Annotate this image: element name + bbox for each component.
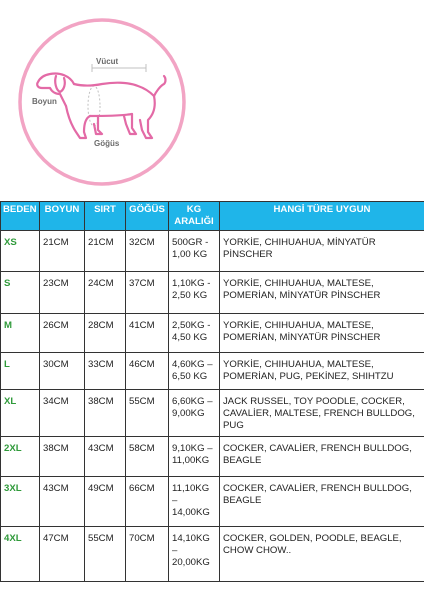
gogus-cell: 58CM: [126, 437, 169, 477]
kg-cell: 4,60KG – 6,50 KG: [169, 353, 220, 390]
sirt-cell: 21CM: [85, 231, 126, 272]
sirt-cell: 33CM: [85, 353, 126, 390]
kg-cell: 500GR - 1,00 KG: [169, 231, 220, 272]
sirt-cell: 43CM: [85, 437, 126, 477]
header-boyun: BOYUN: [40, 202, 85, 231]
header-sirt: SIRT: [85, 202, 126, 231]
header-hangi-ture-uygun: HANGİ TÜRE UYGUN: [220, 202, 424, 231]
breeds-cell: YORKİE, CHIHUAHUA, MALTESE, POMERİAN, MİNYATÜR PİNSCHER: [220, 314, 424, 353]
kg-cell: 1,10KG - 2,50 KG: [169, 272, 220, 314]
size-cell: 2XL: [1, 437, 40, 477]
boyun-cell: 47CM: [40, 527, 85, 582]
breeds-cell: JACK RUSSEL, TOY POODLE, COCKER, CAVALİER, MALTESE, FRENCH BULLDOG, PUG: [220, 390, 424, 437]
gogus-cell: 37CM: [126, 272, 169, 314]
gogus-cell: 32CM: [126, 231, 169, 272]
kg-cell: 2,50KG - 4,50 KG: [169, 314, 220, 353]
gogus-cell: 70CM: [126, 527, 169, 582]
sirt-cell: 49CM: [85, 477, 126, 527]
kg-cell: 6,60KG – 9,00KG: [169, 390, 220, 437]
gogus-cell: 55CM: [126, 390, 169, 437]
table-row: [1, 390, 424, 437]
table-row: [1, 437, 424, 477]
header-gogus: GÖĞÜS: [126, 202, 169, 231]
header-kg-araligi: KG ARALIĞI: [169, 202, 220, 231]
size-chart-table: [0, 201, 424, 582]
breeds-cell: YORKİE, CHIHUAHUA, MALTESE, POMERİAN, PUG, PEKİNEZ, SHIHTZU: [220, 353, 424, 390]
table-row: [1, 477, 424, 527]
header-row: [1, 202, 424, 231]
kg-cell: 11,10KG – 14,00KG: [169, 477, 220, 527]
size-cell: 3XL: [1, 477, 40, 527]
dog-measurement-illustration: [0, 0, 424, 200]
header-beden: BEDEN: [1, 202, 40, 231]
breeds-cell: YORKİE, CHIHUAHUA, MİNYATÜR PİNSCHER: [220, 231, 424, 272]
gogus-cell: 41CM: [126, 314, 169, 353]
boyun-cell: 38CM: [40, 437, 85, 477]
breeds-cell: COCKER, GOLDEN, POODLE, BEAGLE, CHOW CHOW..: [220, 527, 424, 582]
measurement-diagram: [0, 0, 424, 200]
sirt-cell: 38CM: [85, 390, 126, 437]
boyun-cell: 30CM: [40, 353, 85, 390]
boyun-cell: 23CM: [40, 272, 85, 314]
gogus-label: Göğüs: [94, 139, 120, 148]
size-cell: S: [1, 272, 40, 314]
gogus-cell: 46CM: [126, 353, 169, 390]
kg-cell: 9,10KG – 11,00KG: [169, 437, 220, 477]
gogus-cell: 66CM: [126, 477, 169, 527]
boyun-cell: 26CM: [40, 314, 85, 353]
kg-cell: 14,10KG – 20,00KG: [169, 527, 220, 582]
sirt-cell: 24CM: [85, 272, 126, 314]
breeds-cell: YORKİE, CHIHUAHUA, MALTESE, POMERİAN, MİNYATÜR PİNSCHER: [220, 272, 424, 314]
size-cell: L: [1, 353, 40, 390]
boyun-label: Boyun: [32, 97, 57, 106]
size-cell: XS: [1, 231, 40, 272]
sirt-cell: 55CM: [85, 527, 126, 582]
table-row: [1, 272, 424, 314]
sirt-cell: 28CM: [85, 314, 126, 353]
table-row: [1, 353, 424, 390]
table-row: [1, 231, 424, 272]
table-row: [1, 314, 424, 353]
size-cell: 4XL: [1, 527, 40, 582]
vucut-label: Vücut: [96, 57, 119, 66]
boyun-cell: 21CM: [40, 231, 85, 272]
size-cell: M: [1, 314, 40, 353]
size-cell: XL: [1, 390, 40, 437]
table-row: [1, 527, 424, 582]
breeds-cell: COCKER, CAVALİER, FRENCH BULLDOG, BEAGLE: [220, 437, 424, 477]
boyun-cell: 34CM: [40, 390, 85, 437]
breeds-cell: COCKER, CAVALİER, FRENCH BULLDOG, BEAGLE: [220, 477, 424, 527]
boyun-cell: 43CM: [40, 477, 85, 527]
